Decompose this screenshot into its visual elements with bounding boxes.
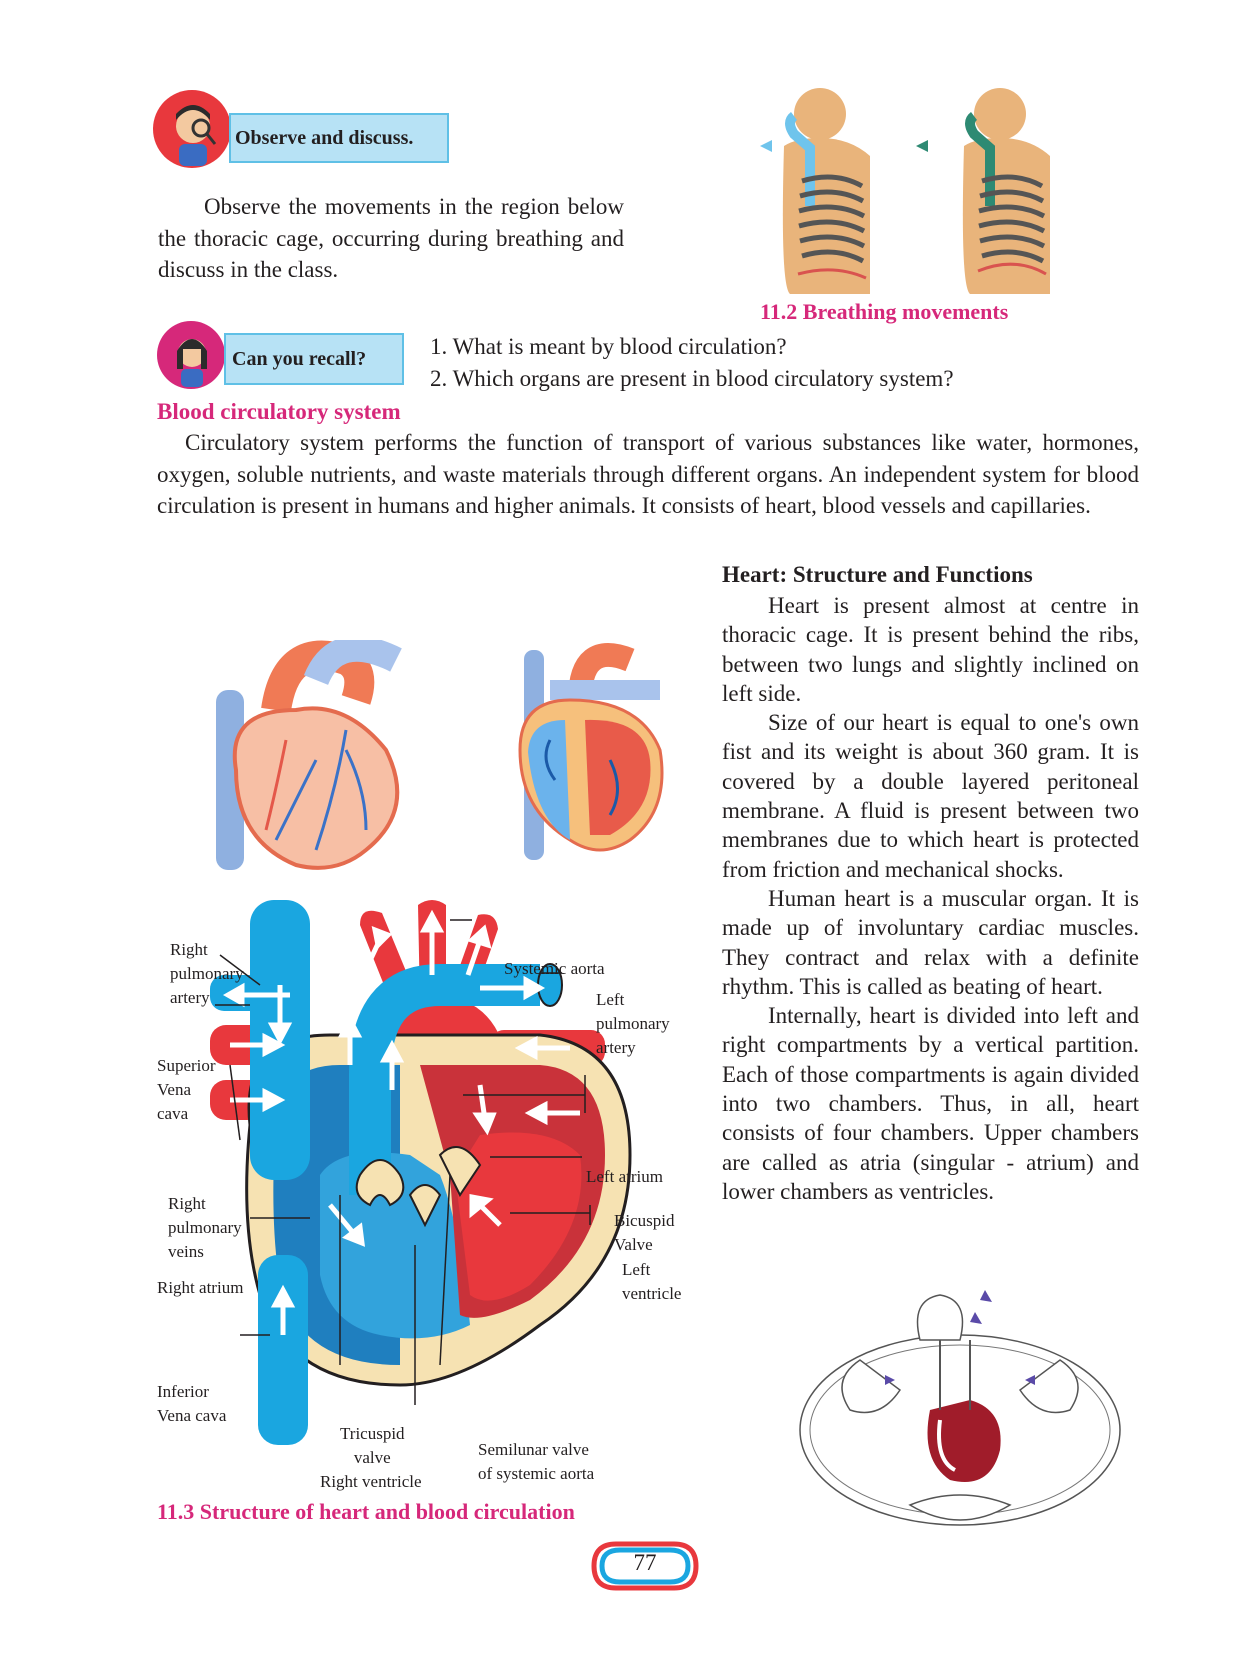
label-systemic-aorta: Systemic aorta — [504, 959, 605, 978]
heart-external-illustration — [196, 640, 426, 880]
label-left-ventricle: Left ventricle — [622, 1260, 682, 1303]
recall-label: Can you recall? — [224, 333, 404, 385]
label-superior-vena-cava: Superior Vena cava — [157, 1056, 216, 1123]
label-inferior-vena-cava: Inferior Vena cava — [157, 1382, 227, 1425]
observe-label: Observe and discuss. — [229, 113, 449, 163]
boy-face-icon — [153, 90, 233, 170]
label-right-pulmonary-veins: Right pulmonary veins — [168, 1194, 242, 1261]
label-right-pulmonary-artery: Right pulmonary artery — [170, 940, 244, 1007]
breathing-movements-figure — [750, 86, 1080, 296]
heart-heading: Heart: Structure and Functions — [722, 562, 1033, 587]
circulation-schematic — [790, 1290, 1130, 1540]
fig-11-3-caption: 11.3 Structure of heart and blood circulation — [157, 1499, 575, 1524]
recall-questions — [430, 331, 954, 394]
section-heading: Blood circulatory system — [157, 399, 401, 424]
recall-question: 2. Which organs are present in blood circulatory system? — [430, 365, 954, 391]
heart-text — [722, 591, 1139, 1206]
heart-paragraph: Internally, heart is divided into left and right compartments by a vertical partition. Each of those compartments is again divided into two chambers. Thus, in all, heart consists of four chambers. Upper chambers are called as atria (singular - atrium) and lower chambers as ventricles. — [722, 1003, 1139, 1204]
label-semilunar-valve: Semilunar valve of systemic aorta — [478, 1440, 595, 1483]
observe-text: Observe the movements in the region below the thoracic cage, occurring during breathing and discuss in the class. — [158, 194, 624, 282]
page-number: 77 — [633, 1550, 657, 1575]
section-text: Circulatory system performs the function of transport of various substances like water, hormones, oxygen, soluble nutrients, and waste materials through different organs. An independent system for blood circulation is present in humans and higher animals. It consists of heart, blood vessels and capillaries. — [157, 430, 1139, 518]
label-left-atrium: Left atrium — [586, 1167, 663, 1186]
recall-question: 1. What is meant by blood circulation? — [430, 334, 787, 359]
fig-11-2-caption: 11.2 Breathing movements — [760, 299, 1009, 324]
heart-paragraph: Heart is present almost at centre in thoracic cage. It is present behind the ribs, between two lungs and slightly inclined on left side. — [722, 593, 1139, 706]
heart-internal-illustration — [510, 640, 670, 870]
label-right-ventricle: Right ventricle — [320, 1472, 422, 1491]
label-right-atrium: Right atrium — [157, 1278, 244, 1297]
label-bicuspid-valve: Bicuspid Valve — [614, 1211, 675, 1254]
heart-paragraph: Human heart is a muscular organ. It is made up of involuntary cardiac muscles. They contract and relax with a definite rhythm. This is called as beating of heart. — [722, 885, 1139, 999]
girl-face-icon — [157, 321, 227, 391]
label-left-pulmonary-artery: Left pulmonary artery — [596, 990, 670, 1057]
label-tricuspid-valve: Tricuspid valve — [340, 1424, 405, 1467]
heart-paragraph: Size of our heart is equal to one's own fist and its weight is about 360 gram. It is covered by a double layered peritoneal membrane. A fluid is present between two membranes due to which heart is protected from friction and mechanical shocks. — [722, 710, 1139, 882]
